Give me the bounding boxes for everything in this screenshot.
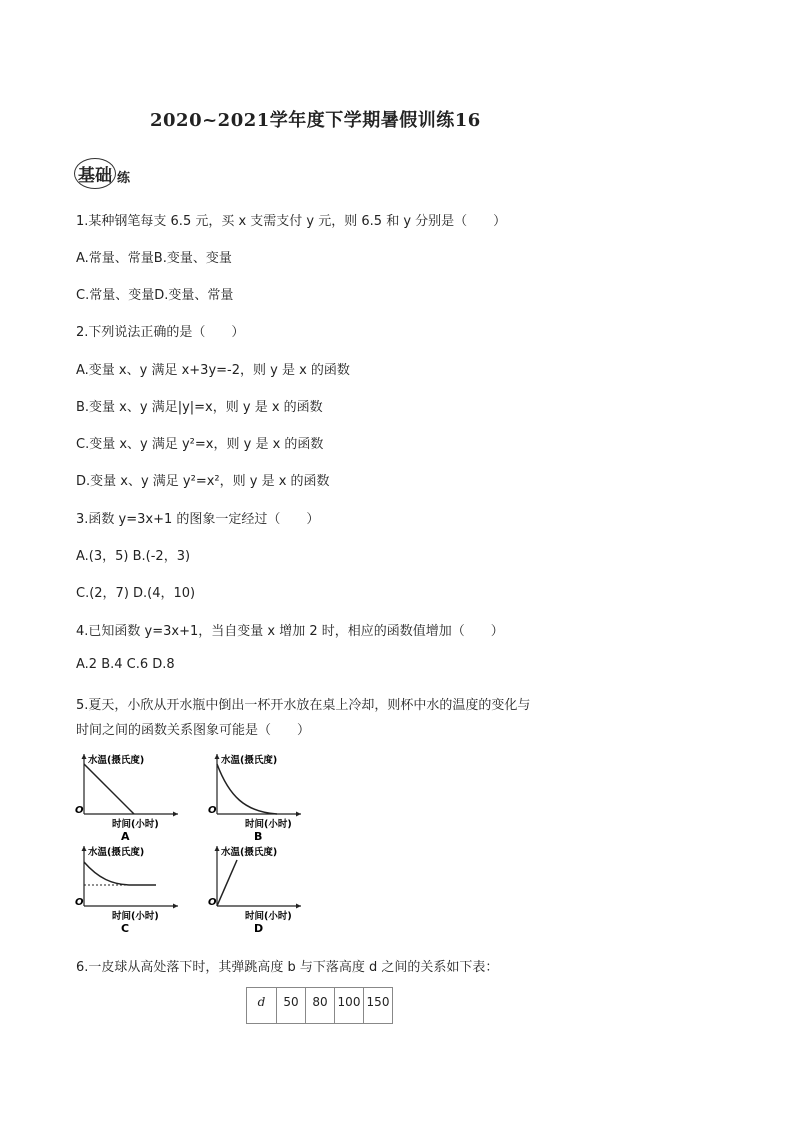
table-row — [247, 988, 393, 1024]
section-tag-rest: 练 — [117, 171, 131, 186]
section-tag-circled: 基础 — [74, 158, 116, 189]
q2-stem: 2.下列说法正确的是（ ） — [76, 325, 245, 340]
table-cell: 150 — [364, 988, 393, 1024]
table-cell: 80 — [306, 988, 335, 1024]
page-title: 2020~2021学年度下学期暑假训练16 — [150, 110, 481, 131]
q2-option-a: A.变量 x、y 满足 x+3y=-2，则 y 是 x 的函数 — [76, 363, 350, 378]
graph-a-label: A — [121, 830, 130, 843]
graph-b-label: B — [254, 830, 263, 843]
q4-stem: 4.已知函数 y=3x+1，当自变量 x 增加 2 时，相应的函数值增加（ ） — [76, 624, 504, 639]
table-header-d: d — [247, 988, 277, 1024]
graph-d-label: D — [254, 922, 264, 935]
q1-options-cd: C.常量、变量D.变量、常量 — [76, 288, 234, 303]
q3-stem: 3.函数 y=3x+1 的图象一定经过（ ） — [76, 512, 320, 527]
q1-options-ab: A.常量、常量B.变量、变量 — [76, 251, 232, 266]
graph-b-x-label: 时间(小时) — [245, 819, 292, 830]
table-cell: 100 — [335, 988, 364, 1024]
q5-graph-a — [72, 750, 182, 854]
q3-options-ab: A.(3，5) B.(-2，3) — [76, 549, 191, 564]
section-tag-basic — [74, 158, 130, 189]
q5-graph-d — [205, 842, 315, 946]
q5-graph-c — [72, 842, 182, 946]
q5-stem-line1: 5.夏天，小欣从开水瓶中倒出一杯开水放在桌上冷却，则杯中水的温度的变化与 — [76, 698, 531, 713]
graph-a-y-label: 水温(摄氏度) — [88, 755, 145, 766]
table-cell: 50 — [277, 988, 306, 1024]
q5-stem-line2: 时间之间的函数关系图象可能是（ ） — [76, 723, 311, 738]
graph-a-x-label: 时间(小时) — [112, 819, 159, 830]
graph-b-y-label: 水温(摄氏度) — [221, 755, 278, 766]
graph-b-origin: O — [208, 805, 217, 816]
graph-c-origin: O — [75, 897, 84, 908]
q4-options: A.2 B.4 C.6 D.8 — [76, 657, 175, 672]
q2-option-c: C.变量 x、y 满足 y²=x，则 y 是 x 的函数 — [76, 437, 324, 452]
q6-table — [246, 987, 393, 1024]
graph-d-x-label: 时间(小时) — [245, 911, 292, 922]
q2-option-d: D.变量 x、y 满足 y²=x²，则 y 是 x 的函数 — [76, 474, 330, 489]
q5-graph-b — [205, 750, 315, 854]
q2-option-b: B.变量 x、y 满足|y|=x，则 y 是 x 的函数 — [76, 400, 323, 415]
graph-c-y-label: 水温(摄氏度) — [88, 847, 145, 858]
graph-d-origin: O — [208, 897, 217, 908]
graph-d-y-label: 水温(摄氏度) — [221, 847, 278, 858]
graph-c-x-label: 时间(小时) — [112, 911, 159, 922]
q6-stem: 6.一皮球从高处落下时，其弹跳高度 b 与下落高度 d 之间的关系如下表： — [76, 960, 499, 975]
graph-a-origin: O — [75, 805, 84, 816]
q3-options-cd: C.(2，7) D.(4，10) — [76, 586, 196, 601]
q1-stem: 1.某种钢笔每支 6.5 元，买 x 支需支付 y 元，则 6.5 和 y 分别是（ ） — [76, 214, 507, 229]
graph-c-label: C — [121, 922, 130, 935]
